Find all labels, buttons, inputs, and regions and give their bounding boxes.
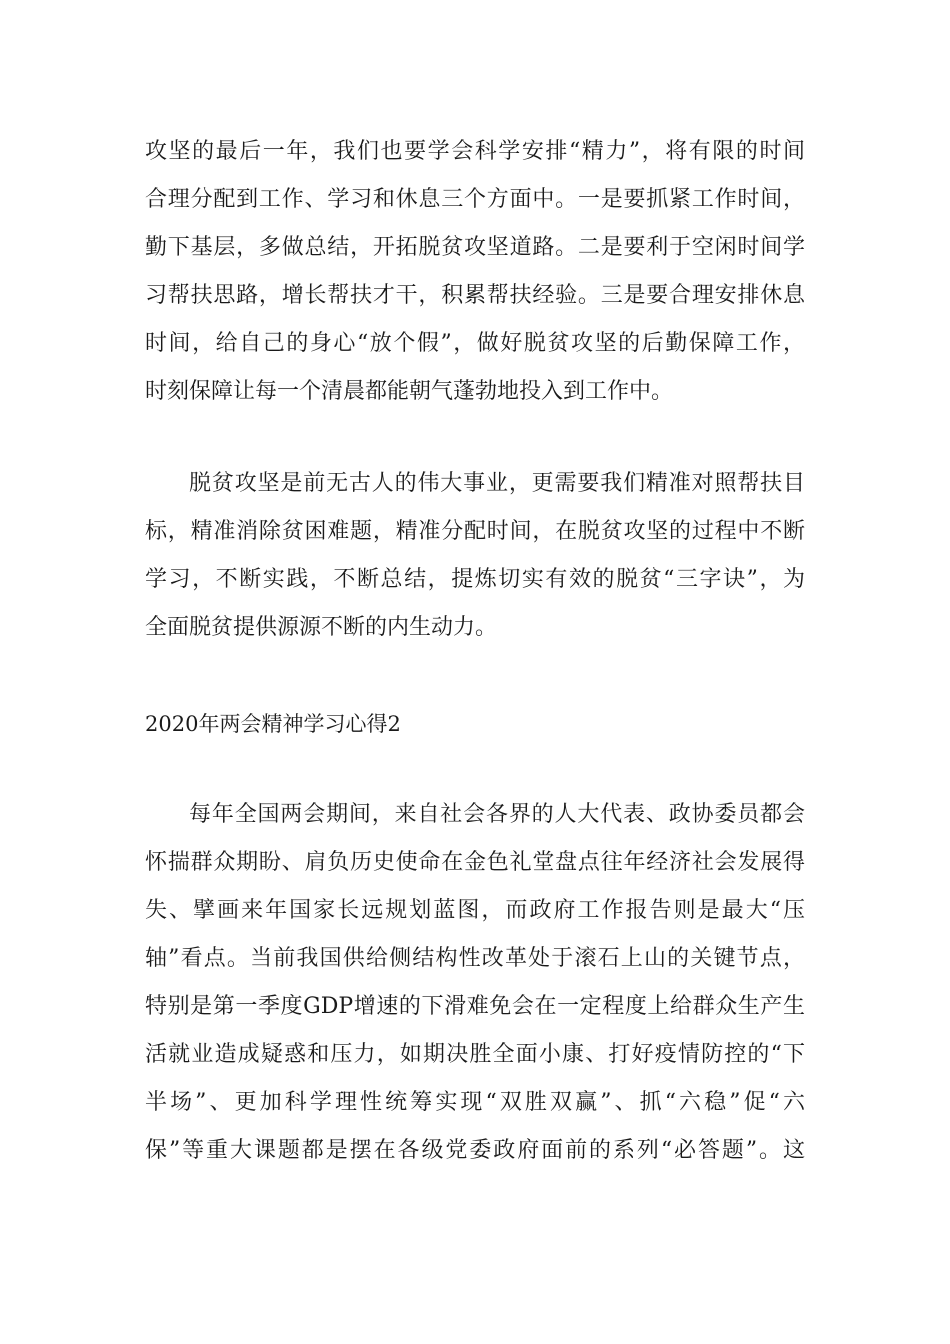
paragraph-1-line: 时刻保障让每一个清晨都能朝气蓬勃地投入到工作中。 — [145, 379, 674, 404]
paragraph-2-line: 全面脱贫提供源源不断的内生动力。 — [145, 615, 498, 640]
paragraph-3 — [145, 791, 805, 1175]
paragraph-2 — [145, 460, 805, 652]
section-heading: 2020年两会精神学习心得2 — [145, 712, 401, 736]
paragraph-1-line: 合理分配到工作、学习和休息三个方面中。一是要抓紧工作时间， — [145, 187, 805, 212]
paragraph-3-line: 轴”看点。当前我国供给侧结构性改革处于滚石上山的关键节点， — [145, 946, 805, 971]
paragraph-1-line: 习帮扶思路，增长帮扶才干，积累帮扶经验。三是要合理安排休息 — [145, 283, 805, 308]
paragraph-3-line: 失、擘画来年国家长远规划蓝图，而政府工作报告则是最大“压 — [145, 898, 805, 923]
paragraph-3-line: 半场”、更加科学理性统筹实现“双胜双赢”、抓“六稳”促“六 — [145, 1090, 805, 1115]
paragraph-3-line: 保”等重大课题都是摆在各级党委政府面前的系列“必答题”。这 — [145, 1138, 805, 1163]
paragraph-3-line: 活就业造成疑惑和压力，如期决胜全面小康、打好疫情防控的“下 — [145, 1042, 805, 1067]
paragraph-2-line: 脱贫攻坚是前无古人的伟大事业，更需要我们精准对照帮扶目 — [189, 471, 805, 496]
paragraph-3-line: 特别是第一季度GDP增速的下滑难免会在一定程度上给群众生产生 — [145, 994, 805, 1019]
paragraph-2-line: 学习，不断实践，不断总结，提炼切实有效的脱贫“三字诀”，为 — [145, 567, 805, 592]
paragraph-2-line: 标，精准消除贫困难题，精准分配时间，在脱贫攻坚的过程中不断 — [145, 519, 805, 544]
paragraph-1-line: 勤下基层，多做总结，开拓脱贫攻坚道路。二是要利于空闲时间学 — [145, 235, 805, 260]
paragraph-3-line: 每年全国两会期间，来自社会各界的人大代表、政协委员都会 — [189, 802, 805, 827]
paragraph-1-line: 攻坚的最后一年，我们也要学会科学安排“精力”，将有限的时间 — [145, 139, 805, 164]
paragraph-1-line: 时间，给自己的身心“放个假”，做好脱贫攻坚的后勤保障工作， — [145, 331, 805, 356]
paragraph-1 — [145, 128, 805, 416]
paragraph-3-line: 怀揣群众期盼、肩负历史使命在金色礼堂盘点往年经济社会发展得 — [145, 850, 805, 875]
